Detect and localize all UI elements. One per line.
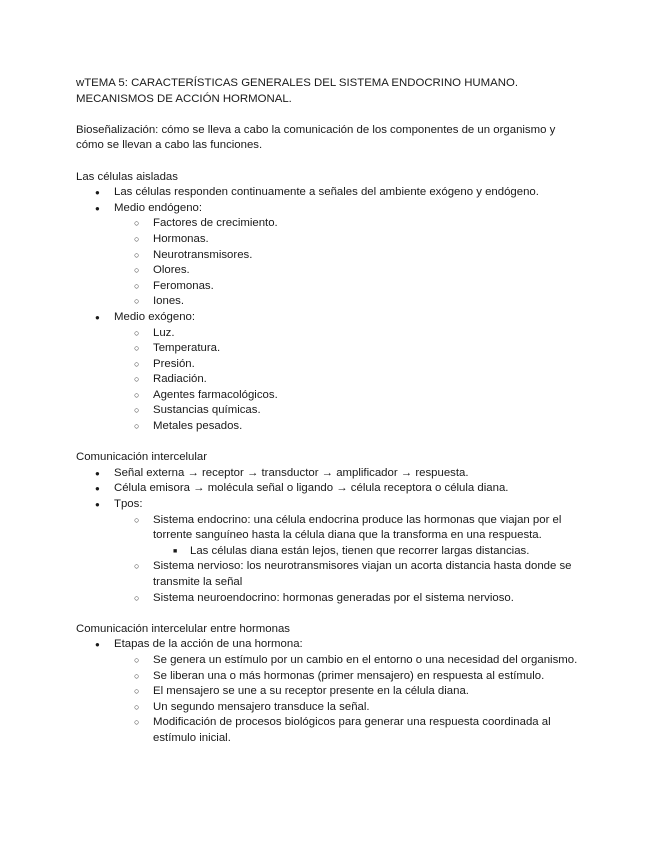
list-item: [76, 310, 581, 435]
list-item: [76, 201, 581, 310]
list-item-text: Sistema endocrino: una célula endocrina produce las hormonas que viajan por el torrente sanguíneo hasta la célula diana que la transforma en una respuesta.: [153, 513, 562, 542]
document-page: [76, 76, 581, 747]
list-item: [76, 637, 581, 746]
section-heading: Comunicación intercelular: [76, 451, 208, 464]
list-item: ○ Luz.: [114, 326, 581, 342]
list-item: ○ Agentes farmacológicos.: [114, 388, 581, 404]
list-item: ○ Sistema nervioso: los neurotransmisores viajan un acorta distancia hasta donde se transmite la señal: [114, 559, 581, 590]
list-item: ○ Se genera un estímulo por un cambio en el entorno o una necesidad del organismo.: [114, 653, 581, 669]
list-item: ○ Presión.: [114, 357, 581, 373]
title-line-2: MECANISMOS DE ACCIÓN HORMONAL.: [76, 92, 292, 105]
sublist-tipos: [114, 513, 581, 607]
list-item-label: Tpos:: [114, 498, 143, 511]
list-item: ● Las células responden continuamente a señales del ambiente exógeno y endógeno.: [76, 185, 581, 201]
title-line-1: wTEMA 5: CARACTERÍSTICAS GENERALES DEL SISTEMA ENDOCRINO HUMANO.: [76, 77, 518, 89]
section-heading: Comunicación intercelular entre hormonas: [76, 622, 290, 635]
list-item: ○ Feromonas.: [114, 279, 581, 295]
sublist-endocrino: [153, 544, 581, 560]
list-item: ○ Hormonas.: [114, 232, 581, 248]
bullet-list: [76, 637, 581, 746]
list-item-label: Medio exógeno:: [114, 310, 196, 323]
list-item: ○ Sistema neuroendocrino: hormonas generadas por el sistema nervioso.: [114, 591, 581, 607]
list-item: ○ Se liberan una o más hormonas (primer mensajero) en respuesta al estímulo.: [114, 669, 581, 685]
list-item: ○ Factores de crecimiento.: [114, 216, 581, 232]
list-item: ○ Metales pesados.: [114, 419, 581, 435]
list-item: ○ Iones.: [114, 294, 581, 310]
document-title: [76, 76, 581, 107]
list-item: ● Señal externa → receptor → transductor → amplificador → respuesta.: [76, 466, 581, 482]
bullet-list: [76, 185, 581, 435]
list-item: ○ El mensajero se une a su receptor presente en la célula diana.: [114, 684, 581, 700]
list-item: ○ Temperatura.: [114, 341, 581, 357]
section-heading: Las células aisladas: [76, 170, 178, 183]
list-item: ○ Modificación de procesos biológicos para generar una respuesta coordinada al estímulo inicial.: [114, 715, 581, 746]
sublist-exogeno: [114, 326, 581, 435]
list-item: ○ Radiación.: [114, 372, 581, 388]
list-item: ○ Neurotransmisores.: [114, 248, 581, 264]
list-item-label: Medio endógeno:: [114, 201, 203, 214]
list-item: [76, 497, 581, 606]
list-item: ○ Olores.: [114, 263, 581, 279]
list-item: [114, 513, 581, 560]
intro-paragraph: Bioseñalización: cómo se lleva a cabo la comunicación de los componentes de un organismo y cómo se llevan a cabo las funciones.: [76, 123, 556, 152]
list-item: ■ Las células diana están lejos, tienen que recorrer largas distancias.: [153, 544, 581, 560]
bullet-list: [76, 466, 581, 606]
list-item: ○ Un segundo mensajero transduce la señal.: [114, 700, 581, 716]
sublist-etapas: [114, 653, 581, 747]
list-item-label: Etapas de la acción de una hormona:: [114, 638, 303, 651]
sublist-endogeno: [114, 216, 581, 310]
list-item: ○ Sustancias químicas.: [114, 403, 581, 419]
list-item: ● Célula emisora → molécula señal o ligando → célula receptora o célula diana.: [76, 481, 581, 497]
